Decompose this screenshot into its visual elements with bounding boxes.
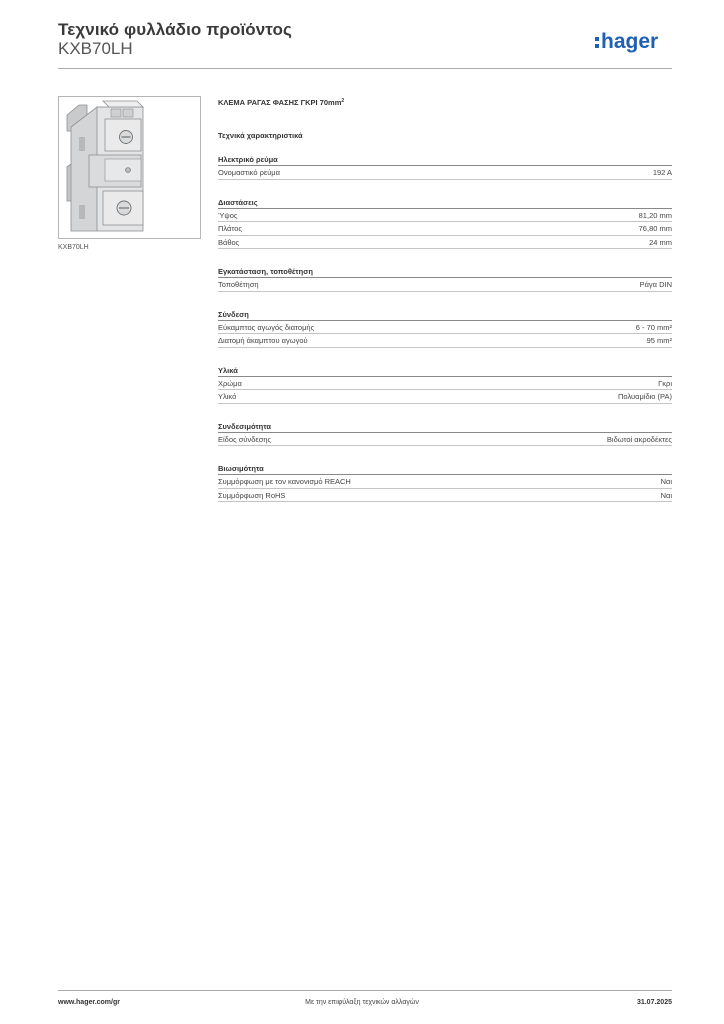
spec-label: Τοποθέτηση	[218, 280, 259, 289]
footer-divider	[58, 990, 672, 991]
spec-label: Είδος σύνδεσης	[218, 434, 272, 444]
spec-row	[218, 489, 672, 503]
spec-value: 6 - 70 mm²	[635, 322, 672, 332]
header-divider	[58, 68, 672, 69]
spec-value: 76,80 mm	[638, 224, 672, 233]
footer-date: 31.07.2025	[636, 999, 672, 1006]
spec-label: Υλικό	[218, 392, 237, 401]
spec-group	[218, 197, 672, 250]
spec-group-title: Συνδεσιμότητα	[218, 421, 672, 433]
spec-group	[218, 154, 672, 180]
spec-label: Συμμόρφωση RoHS	[218, 490, 286, 500]
document-subtitle: KXB70LH	[58, 39, 133, 58]
spec-row	[218, 278, 672, 292]
spec-value: Ναι	[660, 477, 672, 486]
spec-row	[218, 334, 672, 348]
spec-row	[218, 222, 672, 236]
spec-group	[218, 266, 672, 292]
spec-group-title: Ηλεκτρικό ρεύμα	[218, 154, 672, 166]
spec-label: Χρώμα	[218, 378, 242, 388]
spec-label: Εύκαμπτος αγωγός διατομής	[218, 322, 315, 332]
spec-group	[218, 309, 672, 348]
spec-group-title: Σύνδεση	[218, 309, 672, 321]
spec-value: 95 mm²	[646, 336, 672, 345]
document-title: Τεχνικό φυλλάδιο προϊόντος	[58, 20, 292, 39]
image-caption: KXB70LH	[58, 244, 89, 251]
spec-group	[218, 463, 672, 502]
section-title: Τεχνικά χαρακτηριστικά	[218, 131, 303, 140]
spec-row	[218, 209, 672, 223]
spec-groups	[218, 154, 672, 502]
spec-group-title: Υλικά	[218, 365, 672, 377]
spec-value: Γκρι	[658, 378, 672, 388]
spec-value: Βιδωτοί ακροδέκτες	[606, 434, 672, 444]
spec-value: Ράγα DIN	[639, 280, 672, 289]
footer-url-link[interactable]: www.hager.com/gr	[58, 999, 120, 1006]
hager-logo	[594, 26, 674, 56]
spec-row	[218, 390, 672, 404]
spec-row	[218, 321, 672, 335]
spec-row	[218, 166, 672, 180]
spec-label: Συμμόρφωση με τον κανονισμό REACH	[218, 477, 351, 486]
spec-value: Ναι	[660, 490, 672, 500]
product-name: ΚΛΕΜΑ ΡΑΓΑΣ ΦΑΣΗΣ ΓΚΡΙ $70mm^2$	[218, 98, 345, 107]
spec-value: 192 A	[652, 168, 672, 177]
spec-row	[218, 377, 672, 391]
spec-group-title: Βιωσιμότητα	[218, 463, 672, 475]
spec-value: Πολυαμίδιο (PA)	[618, 392, 672, 401]
spec-row	[218, 236, 672, 250]
specifications-panel	[218, 96, 672, 502]
spec-label: Πλάτος	[218, 224, 243, 233]
spec-group	[218, 365, 672, 404]
footer-note: Με την επιφύλαξη τεχνικών αλλαγών	[305, 999, 419, 1006]
spec-group	[218, 421, 672, 447]
product-image	[58, 96, 201, 239]
spec-row	[218, 433, 672, 447]
terminal-block-illustration	[59, 97, 200, 238]
spec-value: 24 mm	[649, 237, 672, 247]
spec-row	[218, 475, 672, 489]
spec-group-title: Διαστάσεις	[218, 197, 672, 209]
spec-group-title: Εγκατάσταση, τοποθέτηση	[218, 266, 672, 278]
logo-wordmark: hager	[601, 30, 659, 53]
spec-label: Ύψος	[218, 210, 238, 220]
spec-label: Διατομή άκαμπτου αγωγού	[218, 336, 308, 345]
product-name-superscript: 2	[341, 98, 345, 104]
spec-label: Βάθος	[218, 237, 240, 247]
spec-label: Ονομαστικό ρεύμα	[218, 168, 280, 177]
spec-value: 81,20 mm	[638, 210, 672, 220]
